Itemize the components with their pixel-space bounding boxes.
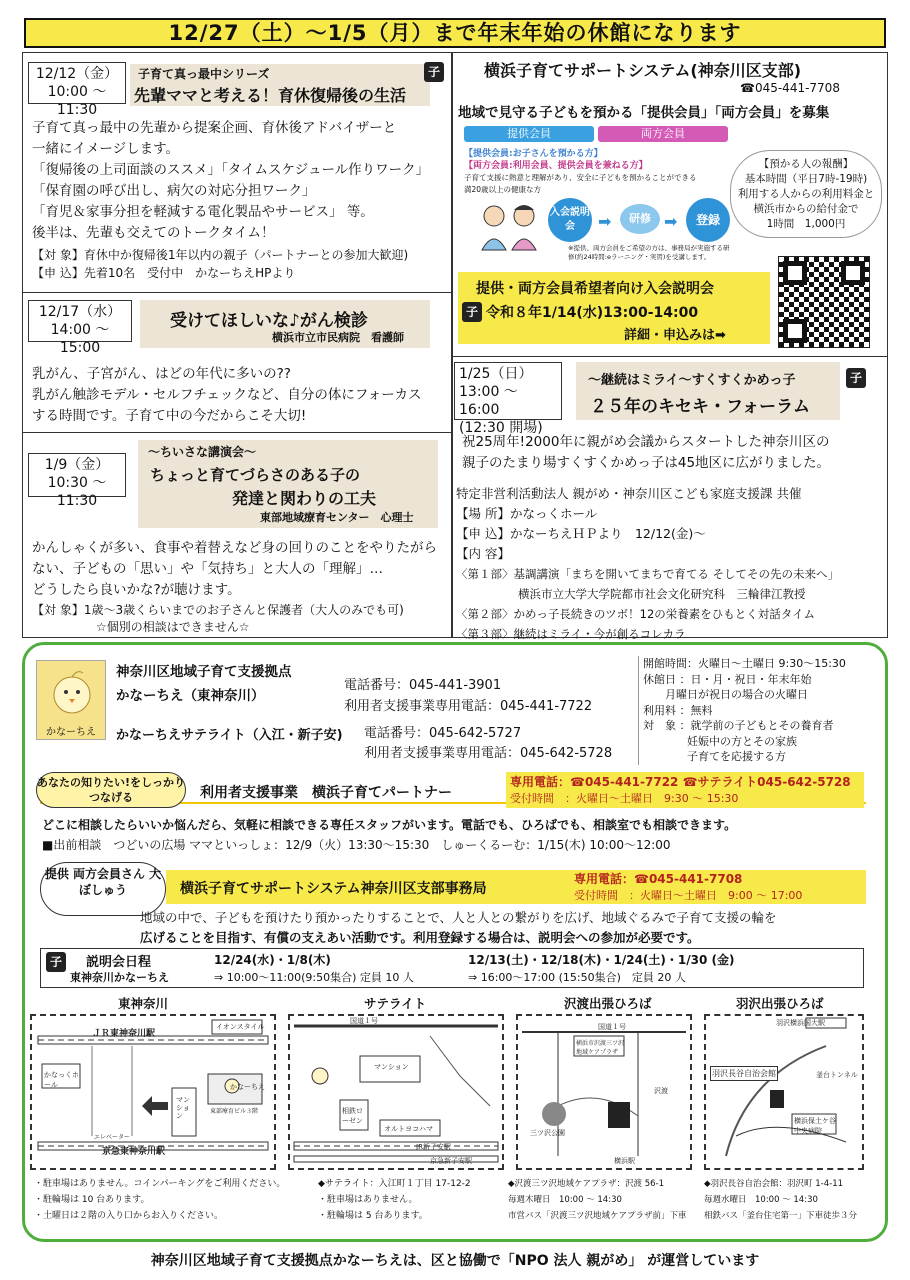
office-desc-line: 広げることを目指す、有償の支えあい活動です。利用登録する場合は、説明会への参加が必要です。: [140, 930, 700, 945]
event1-line: 「保育園の呼び出し、病欠の対応分担ワーク」: [32, 183, 316, 199]
event3-speaker: 東部地域療育センター 心理士: [260, 511, 414, 524]
event4-body: [462, 432, 882, 474]
step-orientation: 入会説明会: [548, 198, 592, 242]
schedule2-time: ⇒ 16:00～17:00 (15:50集合) 定員 20 人: [468, 971, 686, 984]
divider: [22, 432, 452, 433]
hours-line: 対 象 ：就学前の子どもとその養育者: [643, 719, 834, 732]
event4-content: 【内 容】: [456, 546, 510, 561]
schedule2-dates: 12/13(土)・12/18(木)・1/24(土)・1/30 (金): [468, 953, 735, 967]
partner-hours: 受付時間 ：火曜日～土曜日 9:30 ～ 15:30: [510, 792, 739, 805]
closure-banner: 12/27（土）～1/5（月）まで年末年始の休館になります: [24, 18, 886, 48]
office-contact: [574, 870, 802, 903]
event3-line: どうしたら良いかな?が聴けます。: [32, 582, 241, 598]
event3-title1: ちょっと育てづらさのある子の: [150, 466, 361, 484]
reward-title: 【預かる人の報酬】: [758, 158, 854, 170]
map-hazawa[interactable]: [704, 1014, 864, 1170]
event1-line: 「育児＆家事分担を軽減する電化製品やサービス」 等。: [32, 204, 374, 220]
footer-text: 神奈川区地域子育て支援拠点かなーちえは、区と協働で「NPO 法人 親がめ」 が運営しています: [150, 1253, 760, 1269]
event4-line: 祝25周年!2000年に親がめ会議からスタートした神奈川区の: [462, 434, 830, 450]
map1-heading: 東神奈川: [118, 996, 169, 1011]
event4-apply: 【申 込】かなーちえＨＰより 12/12(金)～: [456, 526, 706, 541]
map4-label: 羽沢長谷自治会館: [710, 1066, 778, 1081]
people-illustration-icon: [478, 202, 542, 252]
partner-title: 利用者支援事業 横浜子育てパートナー: [200, 785, 452, 801]
step-training: 研修: [620, 204, 660, 234]
logo-label: かなーちえ: [46, 727, 96, 738]
event1-time: 10:00 ～ 11:30: [47, 84, 107, 118]
event4-open: (12:30 開場): [459, 420, 543, 436]
event4-place: 【場 所】かなっくホール: [456, 506, 598, 521]
center-hours: [638, 656, 846, 765]
schedule1-time: ⇒ 10:00～11:00(9:50集合) 定員 10 人: [214, 971, 414, 984]
session-date: 令和８年1/14(水)13:00-14:00: [486, 305, 699, 321]
qr-code-icon[interactable]: [778, 256, 870, 348]
event1-line: 後半は、先輩も交えてのトークタイム！: [32, 225, 275, 241]
condition-line: 満20歳以上の健康な方: [464, 185, 542, 194]
step-register: 登録: [686, 198, 730, 242]
event1-body: [32, 118, 450, 244]
event4-part1: 〈第１部〉基調講演「まちを開いてまちで育てる そしてその先の未来へ」: [456, 567, 840, 581]
center-support-tel: 利用者支援事業専用電話：045-441-7722: [344, 699, 593, 714]
hours-line: 月曜日が祝日の場合の火曜日: [643, 688, 808, 701]
satellite-support-tel: 利用者支援事業専用電話：045-642-5728: [364, 746, 613, 761]
map2-notes: [318, 1176, 471, 1224]
reward-box: [730, 150, 882, 238]
event2-title: 受けてほしいな♪がん検診: [170, 311, 368, 331]
map4-label: 横浜保土ケ谷中央病院: [794, 1117, 836, 1135]
event4-details: [456, 484, 886, 644]
condition-line: 子育て支援に熱意と理解があり、安全に子どもを預かることができる: [464, 173, 697, 182]
map1-label: かなーちえ: [230, 1083, 265, 1091]
map-sawatari[interactable]: [516, 1014, 692, 1170]
hours-line: 妊娠中の方とその家族: [643, 734, 797, 748]
kids-badge-icon: 子: [846, 368, 866, 388]
event3-line: ない、子どもの「思い」や「気持ち」と大人の「理解」…: [32, 561, 383, 577]
event2-datebox: [28, 300, 132, 356]
map-note-line: ◆サテライト：入江町１丁目 17-12-2: [318, 1179, 471, 1189]
map3-heading: 沢渡出張ひろば: [564, 996, 652, 1011]
map1-label: マンション: [176, 1096, 190, 1120]
provider-line: 【提供会員:お子さんを預かる方】: [464, 149, 603, 159]
event4-part3: 〈第３部〉継続はミライ・今が創るコレカラ: [456, 627, 686, 641]
event3-note: ☆個別の相談はできません☆: [96, 620, 250, 634]
event1-title: 先輩ママと考える！育休復帰後の生活: [134, 86, 407, 105]
event3-time: 10:30 ～ 11:30: [47, 475, 107, 509]
map1-label: イオンスタイル: [216, 1023, 265, 1031]
map2-label: 国道１号: [350, 1017, 378, 1025]
event4-part2: 〈第２部〉かめっ子長続きのツボ！12の栄養素をひもとく対話タイム: [456, 607, 816, 621]
kids-badge-icon: 子: [424, 62, 444, 82]
office-bubble-text: 提供 両方会員さん 大ぼしゅう: [44, 867, 162, 897]
map3-label: 国道１号: [598, 1023, 626, 1031]
map-note-line: ・駐車場はありません。: [318, 1195, 418, 1205]
map-note-line: ・駐輪場は 10 台あります。: [34, 1195, 150, 1205]
center-name2: かなーちえ（東神奈川）: [116, 688, 265, 704]
map3-label: 沢渡: [654, 1087, 668, 1095]
office-title: 横浜子育てサポートシステム神奈川区支部事務局: [180, 881, 487, 897]
event2-line: 乳がん、子宮がん、はどの年代に多いの??: [32, 366, 291, 382]
event2-line: 乳がん触診モデル・セルフチェックなど、自分の体にフォーカス: [32, 387, 422, 403]
event3-title2: 発達と関わりの工夫: [232, 489, 377, 508]
map-note-line: 毎週水曜日 10:00 ～ 14:30: [704, 1195, 818, 1205]
event4-part1b: 横浜市立大学大学院都市社会文化研究科 三輪律江教授: [518, 587, 806, 601]
map1-label: エレベーター: [94, 1134, 131, 1141]
office-desc: [140, 908, 864, 948]
session-title: 提供・両方会員希望者向け入会説明会: [476, 281, 714, 297]
map2-label: オルトヨコハマ: [384, 1125, 433, 1133]
support-recruit: 地域で見守る子どもを預かる「提供会員」「両方会員」を募集: [458, 105, 830, 121]
map4-label: 羽沢横浜国大駅: [776, 1019, 825, 1027]
map1-notes: [34, 1176, 285, 1224]
map-note-line: 毎週木曜日 10:00 ～ 14:30: [508, 1195, 622, 1205]
partner-desc: どこに相談したらいいか悩んだら、気軽に相談できる専任スタッフがいます。電話でも、ひろばでも、相談室でも相談できます。: [42, 818, 737, 832]
event1-datebox: [28, 62, 126, 118]
support-phone: ☎045-441-7708: [740, 81, 840, 95]
map3-label: 三ツ沢公園: [530, 1129, 565, 1137]
support-fineprint: ※提供、両方会員をご希望の方は、事務局が実施する研修(約24時間:eラーニング・実習)を受講します。: [568, 244, 730, 261]
center-tel: 電話番号：045-441-3901: [344, 678, 502, 693]
map1-label: かなっくホール: [44, 1071, 79, 1089]
map-note-line: ・駐車場はありません。コインパーキングをご利用ください。: [34, 1179, 286, 1189]
event4-cohost: 特定非営利活動法人 親がめ・神奈川区こども家庭支援課 共催: [456, 486, 802, 501]
hours-line: 子育てを応援する方: [643, 750, 786, 763]
partner-bubble: あなたの知りたい!をしっかりつなげる: [36, 772, 186, 808]
center-logo: [36, 660, 106, 740]
event1-line: 子育て真っ最中の先輩から提案企画、育休後アドバイザーと: [32, 120, 397, 136]
event4-line: 親子のたまり場すくすくかめっ子は45地区に広がりました。: [462, 455, 831, 471]
map2-label: 相鉄ローゼン: [342, 1107, 363, 1125]
hours-line: 開館時間：火曜日～土曜日 9:30～15:30: [643, 657, 846, 670]
event4-datebox: [454, 362, 562, 436]
schedule-place: 東神奈川かなーちえ: [70, 971, 169, 984]
map3-notes: [508, 1176, 687, 1224]
reward-line: 1時間 1,000円: [766, 218, 846, 230]
map2-heading: サテライト: [364, 996, 427, 1011]
reward-line: 横浜市からの給付金で: [753, 203, 859, 215]
event1-series: 子育て真っ最中シリーズ: [138, 67, 270, 81]
tag-both: 両方会員: [598, 126, 728, 142]
arrow-icon: ➡: [598, 212, 612, 231]
map3-label: 横浜駅: [614, 1157, 635, 1165]
event3-datebox: [28, 453, 126, 509]
event3-date: 1/9（金）: [44, 457, 110, 473]
map1-label: ＪＲ東神奈川駅: [92, 1029, 156, 1039]
map-satellite[interactable]: [288, 1014, 504, 1170]
partner-phone: 専用電話：☎045-441-7722 ☎サテライト045-642-5728: [510, 775, 851, 789]
support-conditions: [464, 148, 734, 196]
divider: [452, 356, 888, 357]
event2-line: する時間です。子育て中の今だからこそ大切!: [32, 408, 307, 424]
reward-line: 基本時間（平日7時-19時): [744, 173, 868, 185]
event2-time: 14:00 ～ 15:00: [50, 322, 110, 356]
event4-date: 1/25（日）: [459, 366, 533, 382]
map-note-line: 相鉄バス「釜台住宅第一」下車徒歩３分: [704, 1211, 858, 1221]
event3-body: [32, 538, 450, 601]
tag-provider: 提供会員: [464, 126, 594, 142]
event1-date: 12/12（金）: [35, 66, 119, 82]
map-note-line: ◆羽沢長谷自治会館：羽沢町 1-4-11: [704, 1179, 844, 1189]
event4-sub: ～継続はミライ～すくすくかめっ子: [588, 373, 796, 388]
chick-logo-icon: [37, 661, 107, 721]
session-link[interactable]: 詳細・申込みは➡: [624, 328, 726, 343]
schedule1-dates: 12/24(水)・1/8(木): [214, 953, 331, 967]
event1-line: 一緒にイメージします。: [32, 141, 180, 157]
map1-label: 京急東神奈川駅: [102, 1147, 166, 1157]
map4-heading: 羽沢出張ひろば: [736, 996, 824, 1011]
event3-target: 【対 象】1歳～3歳くらいまでのお子さんと保護者（大人のみでも可): [32, 603, 404, 617]
event2-date: 12/17（水）: [38, 304, 122, 320]
event4-title: ２５年のキセキ・フォーラム: [590, 397, 810, 417]
event2-speaker: 横浜市立市民病院 看護師: [272, 331, 404, 344]
map-note-line: 市営バス「沢渡三ツ沢地域ケアプラザ前」下車: [508, 1211, 687, 1221]
map3-label: 横浜市沢渡三ツ沢地域ケアプラザ: [576, 1040, 625, 1056]
reward-line: 利用する人からの利用料金と: [737, 188, 875, 200]
both-line: 【両方会員:利用会員、提供会員を兼ねる方】: [464, 161, 648, 171]
map1-label: 東部療育ビル３階: [210, 1108, 259, 1115]
hours-line: 利用料 ：無料: [643, 703, 713, 717]
office-desc-line: 地域の中で、子どもを預けたり預かったりすることで、人と人との繋がりを広げ、地域ぐるみで子育て支援の輪を: [140, 910, 777, 925]
map4-notes: [704, 1176, 884, 1224]
kids-badge-icon: 子: [46, 952, 66, 972]
satellite-tel: 電話番号：045-642-5727: [364, 726, 522, 741]
map-note-line: ◆沢渡三ツ沢地域ケアプラザ：沢渡 56-1: [508, 1179, 665, 1189]
map2-label: マンション: [374, 1063, 409, 1071]
event1-target: 【対 象】育休中か復帰後1年以内の親子（パートナーとの参加大歓迎): [32, 248, 409, 262]
center-name1: 神奈川区地域子育て支援拠点: [116, 664, 292, 680]
map-higashikanagawa[interactable]: [30, 1014, 276, 1170]
event3-series: ～ちいさな講演会～: [148, 445, 257, 459]
support-title: 横浜子育てサポートシステム(神奈川区支部): [484, 61, 802, 80]
map2-label: JR新子安駅: [416, 1143, 451, 1151]
arrow-icon: ➡: [664, 212, 678, 231]
event3-line: かんしゃくが多い、食事や着替えなど身の回りのことをやりたがら: [32, 540, 437, 556]
schedule-title: 説明会日程: [86, 955, 152, 970]
satellite-name: かなーちえサテライト（入江・新子安): [116, 728, 343, 743]
kids-badge-icon: 子: [462, 302, 482, 322]
divider: [22, 292, 452, 293]
map-note-line: ・駐輪場は 5 台あります。: [318, 1211, 428, 1221]
event1-line: 「復帰後の上司面談のススメ」「タイムスケジュール作りワーク」: [32, 162, 430, 178]
map-note-line: ・土曜日は２階の入り口からお入りください。: [34, 1211, 224, 1221]
partner-outreach: ■出前相談 つどいの広場 ママといっしょ：12/9（火）13:30～15:30 しゅーくるーむ：1/15(木) 10:00～12:00: [42, 838, 671, 852]
partner-contact: [506, 772, 864, 808]
map2-label: 京急新子安駅: [430, 1157, 472, 1165]
map4-label: 釜台トンネル: [816, 1071, 858, 1079]
hours-line: 休館日 ：日・月・祝日・年末年始: [643, 672, 812, 686]
event4-time: 13:00 ～ 16:00: [459, 384, 518, 418]
office-hours: 受付時間 ：火曜日～土曜日 9:00 ～ 17:00: [574, 889, 803, 902]
office-phone: 専用電話：☎045-441-7708: [574, 872, 743, 886]
event1-apply: 【申 込】先着10名 受付中 かなーちえHPより: [32, 266, 296, 280]
event2-body: [32, 364, 450, 427]
